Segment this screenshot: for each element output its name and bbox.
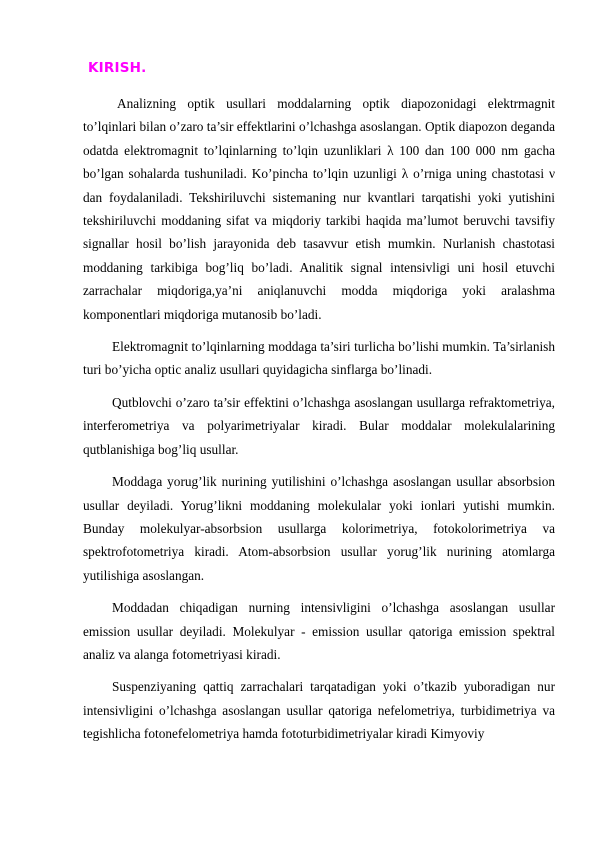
paragraph-emission-methods: Moddadan chiqadigan nurning intensivligini o’lchashga asoslangan usullar emission usullar deyiladi. Molekulyar - emission usullar qatoriga emission spektral analiz va alanga fotometriyasi kiradi. [83, 600, 555, 662]
paragraph-scattering-methods: Suspenziyaning qattiq zarrachalari tarqatadigan yoki o’tkazib yuboradigan nur intensivligini o’lchashga asoslangan usullar qatoriga nefelometriya, turbidimetriya va tegishlicha fotonefelometriya hamda fototurbidimetriyalar kiradi Kimyoviy [83, 679, 555, 742]
paragraph-absorption-methods: Moddaga yorug’lik nurining yutilishini o’lchashga asoslangan usullar absorbsion usullar deyiladi. Yorug’likni moddaning molekulalar yoki ionlari yutishi mumkin. Bunday molekulyar-absorbsion usullarga kolorimetriya, fotokolorimetriya va spektrofotometriya kiradi. Atom-absorbsion usullar yorug’lik nurining atomlarga yutilishiga asoslangan. [83, 474, 555, 583]
paragraph-polarization-methods: Qutblovchi o’zaro ta’sir effektini o’lchashga asoslangan usullarga refraktometriya, interferometriya va polyarimetriyalar kiradi. Bular moddalar molekulalarining qutblanishiga bog’liq usullar. [83, 394, 555, 457]
paragraph-interaction-types: Elektromagnit to’lqinlarning moddaga ta’siri turlicha bo’lishi mumkin. Ta’sirlanish turi bo’yicha optic analiz usullari quyidagicha sinflarga bo’linadi. [83, 339, 555, 378]
paragraph-intro: Analizning optik usullari moddalarning optik diapozonidagi elektrmagnit to’lqinlari bilan o’zaro ta’sir effektlarini o’lchashga asoslangan. Optik diapozon deganda odatda elektromagnit to’lqinlarning to’lqin uzunliklari λ 100 dan 100 000 nm gacha bo’lgan sohalarda tushuniladi. Ko’pincha to’lqin uzunligi λ o’rniga uning chastotasi ν dan foydalaniladi. Tekshiriluvchi sistemaning nur kvantlari tarqatishi yoki yutishini tekshiriluvchi moddaning sifat va miqdoriy tarkibi haqida ma’lumot beruvchi tavsifiy signallar hosil bo’lish jarayonida deb tasavvur etish mumkin. Nurlanish chastotasi moddaning tarkibiga bog’liq bo’ladi. Analitik signal intensivligi uni hosil etuvchi zarrachalar miqdoriga,ya’ni aniqlanuvchi modda miqdoriga yoki aralashma komponentlari miqdoriga mutanosib bo’ladi. [83, 96, 555, 322]
section-heading: KIRISH. [88, 60, 147, 76]
body-text [83, 92, 555, 755]
